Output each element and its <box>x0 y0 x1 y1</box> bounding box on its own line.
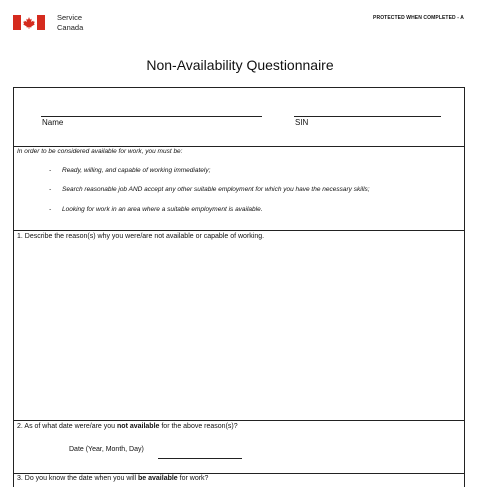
question-3-post: for work? <box>177 475 209 482</box>
protected-notice: PROTECTED WHEN COMPLETED - A <box>373 15 464 21</box>
name-field[interactable] <box>41 116 262 117</box>
question-2-post: for the above reason(s)? <box>159 423 238 430</box>
page-title: Non-Availability Questionnaire <box>146 57 334 73</box>
question-2-section <box>14 420 464 474</box>
question-2-text <box>17 423 238 430</box>
question-3-bold: be available <box>138 475 178 482</box>
availability-section <box>14 146 464 231</box>
availability-item <box>49 186 370 193</box>
name-label: Name <box>42 118 64 127</box>
question-1-answer-area[interactable] <box>16 245 462 417</box>
question-2-pre: 2. As of what date were/are you <box>17 423 118 430</box>
bullet-dash: - <box>49 206 52 213</box>
availability-item-text: Looking for work in an area where a suitable employment is available. <box>62 206 263 213</box>
org-line-1: Service <box>57 13 83 22</box>
sin-label: SIN <box>295 118 309 127</box>
question-3-text <box>17 475 208 482</box>
question-1-section <box>14 230 464 421</box>
question-3-section <box>14 473 464 494</box>
question-2-date-label: Date (Year, Month, Day) <box>69 446 144 453</box>
availability-item <box>49 167 210 174</box>
availability-intro: In order to be considered available for work, you must be: <box>17 148 183 155</box>
availability-item-text: Ready, willing, and capable of working immediately; <box>62 167 211 174</box>
bullet-dash: - <box>49 186 52 193</box>
canada-flag-logo <box>13 15 45 30</box>
bullet-dash: - <box>49 167 52 174</box>
org-line-2: Canada <box>57 23 84 32</box>
organization-name <box>57 13 83 33</box>
sin-field[interactable] <box>294 116 441 117</box>
question-2-date-field[interactable] <box>158 458 242 459</box>
question-2-bold: not available <box>117 423 160 430</box>
questionnaire-form <box>13 87 465 487</box>
question-1-text: 1. Describe the reason(s) why you were/are not available or capable of working. <box>17 233 265 240</box>
availability-item-text: Search reasonable job AND accept any other suitable employment for which you have the necessary skills; <box>62 186 370 193</box>
availability-item <box>49 206 263 213</box>
question-3-pre: 3. Do you know the date when you will <box>17 475 139 482</box>
